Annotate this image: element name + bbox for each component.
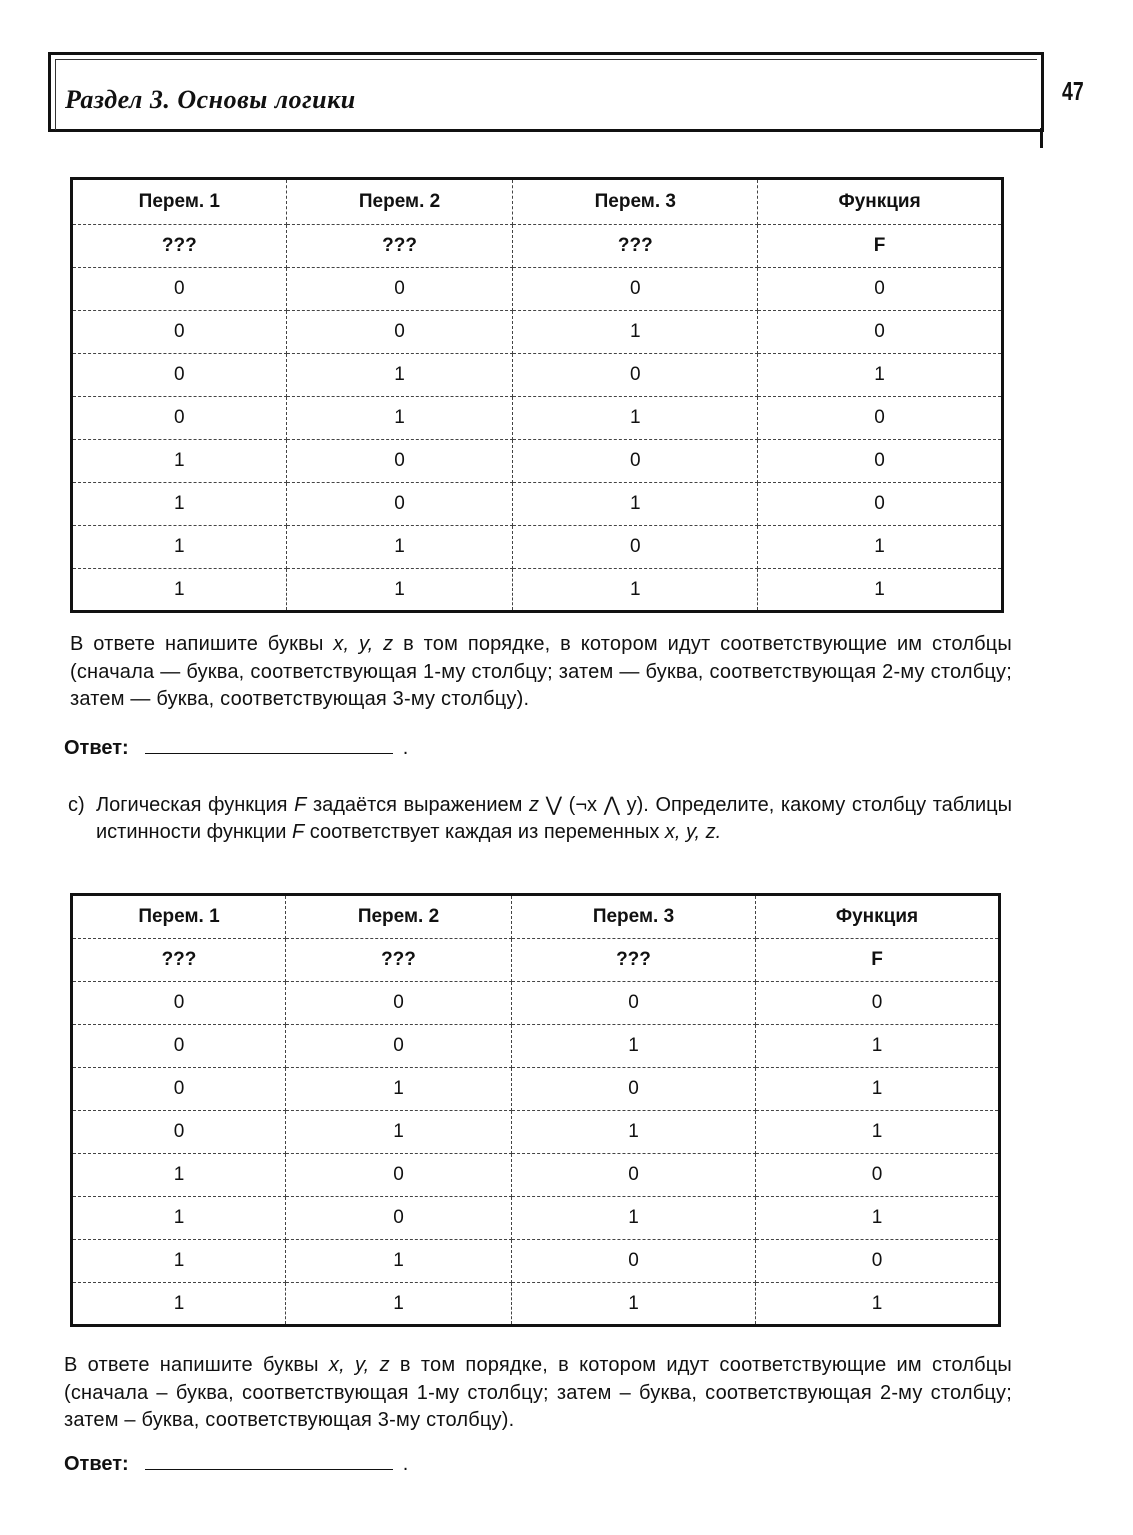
table-cell: 0 bbox=[758, 483, 1003, 526]
table-row bbox=[72, 354, 1003, 397]
variable-cell: ??? bbox=[72, 225, 287, 268]
table-cell: 1 bbox=[72, 1240, 286, 1283]
table-cell: 0 bbox=[72, 1025, 286, 1068]
table-cell: 1 bbox=[513, 483, 758, 526]
table-cell: 0 bbox=[756, 982, 1000, 1025]
column-header: Функция bbox=[758, 179, 1003, 225]
table-cell: 0 bbox=[286, 1154, 512, 1197]
table-cell: 0 bbox=[512, 1240, 756, 1283]
table-cell: 1 bbox=[756, 1025, 1000, 1068]
task-text-part: задаётся выражением bbox=[306, 794, 530, 816]
variable-list: x, y, z bbox=[333, 633, 394, 655]
variable-row bbox=[72, 225, 1003, 268]
function-name: F bbox=[294, 794, 307, 816]
table-cell: 1 bbox=[513, 397, 758, 440]
table-cell: 0 bbox=[513, 354, 758, 397]
table-cell: 1 bbox=[512, 1025, 756, 1068]
table-cell: 0 bbox=[512, 982, 756, 1025]
truth-table-1 bbox=[70, 177, 1004, 613]
table-cell: 1 bbox=[758, 569, 1003, 612]
section-title: Раздел 3. Основы логики bbox=[65, 85, 356, 114]
header-rule bbox=[1040, 128, 1043, 148]
variable-cell: ??? bbox=[512, 939, 756, 982]
variable-row bbox=[72, 939, 1000, 982]
table-cell: 0 bbox=[72, 354, 287, 397]
instruction-text: В ответе напишите буквы bbox=[64, 1354, 329, 1376]
variable-cell: ??? bbox=[513, 225, 758, 268]
table-row bbox=[72, 483, 1003, 526]
table-cell: 1 bbox=[756, 1283, 1000, 1326]
table-row bbox=[72, 1111, 1000, 1154]
table-cell: 0 bbox=[286, 1025, 512, 1068]
table-cell: 0 bbox=[758, 311, 1003, 354]
table-row bbox=[72, 982, 1000, 1025]
table-cell: 1 bbox=[72, 569, 287, 612]
table-cell: 1 bbox=[512, 1283, 756, 1326]
task-c bbox=[68, 792, 1012, 846]
table-cell: 0 bbox=[286, 440, 513, 483]
variable-cell: ??? bbox=[286, 225, 513, 268]
table-cell: 1 bbox=[72, 1154, 286, 1197]
answer-dot: . bbox=[402, 737, 409, 759]
column-header: Перем. 1 bbox=[72, 895, 286, 939]
table-cell: 1 bbox=[286, 1283, 512, 1326]
table-row bbox=[72, 1240, 1000, 1283]
task-text-part: ⋁ (¬x ⋀ y). Определите, какому столбцу таблицы истинности функции bbox=[96, 794, 1012, 843]
answer-input-line[interactable] bbox=[145, 1449, 393, 1470]
table-row bbox=[72, 1025, 1000, 1068]
task-text-part: Логическая функция bbox=[96, 794, 295, 816]
table-cell: 1 bbox=[286, 569, 513, 612]
answer-row-2 bbox=[64, 1449, 408, 1476]
variable-cell: F bbox=[758, 225, 1003, 268]
table-cell: 0 bbox=[758, 268, 1003, 311]
table-header-row bbox=[72, 179, 1003, 225]
table-cell: 0 bbox=[758, 397, 1003, 440]
instruction-text: В ответе напишите буквы bbox=[70, 633, 334, 655]
column-header: Перем. 2 bbox=[286, 895, 512, 939]
column-header: Перем. 2 bbox=[286, 179, 513, 225]
table-cell: 0 bbox=[756, 1240, 1000, 1283]
table-cell: 1 bbox=[72, 1197, 286, 1240]
table-cell: 1 bbox=[286, 526, 513, 569]
variable-z: z bbox=[529, 794, 540, 816]
table-row bbox=[72, 268, 1003, 311]
table-header-row bbox=[72, 895, 1000, 939]
table-cell: 0 bbox=[513, 268, 758, 311]
truth-table-2 bbox=[70, 893, 1001, 1327]
table-cell: 0 bbox=[72, 1111, 286, 1154]
table-cell: 1 bbox=[286, 1068, 512, 1111]
variable-cell: ??? bbox=[72, 939, 286, 982]
column-header: Перем. 1 bbox=[72, 179, 287, 225]
column-header: Перем. 3 bbox=[512, 895, 756, 939]
table-cell: 0 bbox=[72, 311, 287, 354]
answer-label: Ответ: bbox=[64, 1453, 129, 1475]
table-cell: 0 bbox=[513, 440, 758, 483]
task-letter: c) bbox=[68, 794, 85, 816]
table-cell: 0 bbox=[512, 1154, 756, 1197]
answer-row-1 bbox=[64, 733, 408, 760]
table-row bbox=[72, 526, 1003, 569]
table-cell: 1 bbox=[513, 311, 758, 354]
table-cell: 1 bbox=[756, 1197, 1000, 1240]
section-header bbox=[48, 52, 1044, 132]
table-cell: 0 bbox=[72, 268, 287, 311]
variable-list: x, y, z bbox=[328, 1354, 390, 1376]
table-cell: 1 bbox=[756, 1111, 1000, 1154]
column-header: Перем. 3 bbox=[513, 179, 758, 225]
table-cell: 0 bbox=[512, 1068, 756, 1111]
column-header: Функция bbox=[756, 895, 1000, 939]
answer-dot: . bbox=[402, 1453, 409, 1475]
table-cell: 0 bbox=[286, 483, 513, 526]
table-row bbox=[72, 1154, 1000, 1197]
table-cell: 0 bbox=[286, 311, 513, 354]
table-cell: 1 bbox=[758, 354, 1003, 397]
instruction-text: в том порядке, в котором идут соответствующие им столбцы (сначала — буква, соответствующая 1-му столбцу; затем — буква, соответствующая 2-му столбцу; затем — буква, соответствующая 3-му столбцу). bbox=[70, 633, 1012, 710]
table-row bbox=[72, 397, 1003, 440]
table-cell: 0 bbox=[72, 982, 286, 1025]
answer-input-line[interactable] bbox=[145, 733, 393, 754]
table-cell: 1 bbox=[512, 1197, 756, 1240]
table-cell: 0 bbox=[513, 526, 758, 569]
table-cell: 1 bbox=[72, 526, 287, 569]
table-cell: 1 bbox=[758, 526, 1003, 569]
table-cell: 0 bbox=[756, 1154, 1000, 1197]
table-cell: 1 bbox=[286, 354, 513, 397]
table-cell: 0 bbox=[286, 1197, 512, 1240]
table-row bbox=[72, 1197, 1000, 1240]
table-cell: 0 bbox=[286, 268, 513, 311]
answer-label: Ответ: bbox=[64, 737, 129, 759]
table-cell: 1 bbox=[72, 440, 287, 483]
table-cell: 0 bbox=[758, 440, 1003, 483]
instruction-text: в том порядке, в котором идут соответствующие им столбцы (сначала – буква, соответствующая 1-му столбцу; затем – буква, соответствующая 2-му столбцу; затем – буква, соответствующая 3-му столбцу). bbox=[64, 1354, 1012, 1431]
table-cell: 1 bbox=[286, 1111, 512, 1154]
variable-list: x, y, z. bbox=[664, 821, 722, 843]
page-number: 47 bbox=[1062, 76, 1084, 106]
table-cell: 0 bbox=[72, 397, 287, 440]
table-row bbox=[72, 311, 1003, 354]
table-cell: 1 bbox=[72, 1283, 286, 1326]
function-name: F bbox=[292, 821, 305, 843]
table-cell: 1 bbox=[72, 483, 287, 526]
table-cell: 1 bbox=[513, 569, 758, 612]
table-cell: 0 bbox=[72, 1068, 286, 1111]
table-cell: 1 bbox=[286, 397, 513, 440]
table-cell: 1 bbox=[756, 1068, 1000, 1111]
table-cell: 1 bbox=[512, 1111, 756, 1154]
table-row bbox=[72, 569, 1003, 612]
instruction-paragraph-1 bbox=[70, 631, 1012, 714]
variable-cell: ??? bbox=[286, 939, 512, 982]
table-row bbox=[72, 1068, 1000, 1111]
table-cell: 0 bbox=[286, 982, 512, 1025]
table-row bbox=[72, 440, 1003, 483]
table-cell: 1 bbox=[286, 1240, 512, 1283]
table-row bbox=[72, 1283, 1000, 1326]
task-text bbox=[96, 792, 1012, 846]
task-text-part: соответствует каждая из переменных bbox=[304, 821, 665, 843]
variable-cell: F bbox=[756, 939, 1000, 982]
instruction-paragraph-2 bbox=[64, 1352, 1012, 1435]
